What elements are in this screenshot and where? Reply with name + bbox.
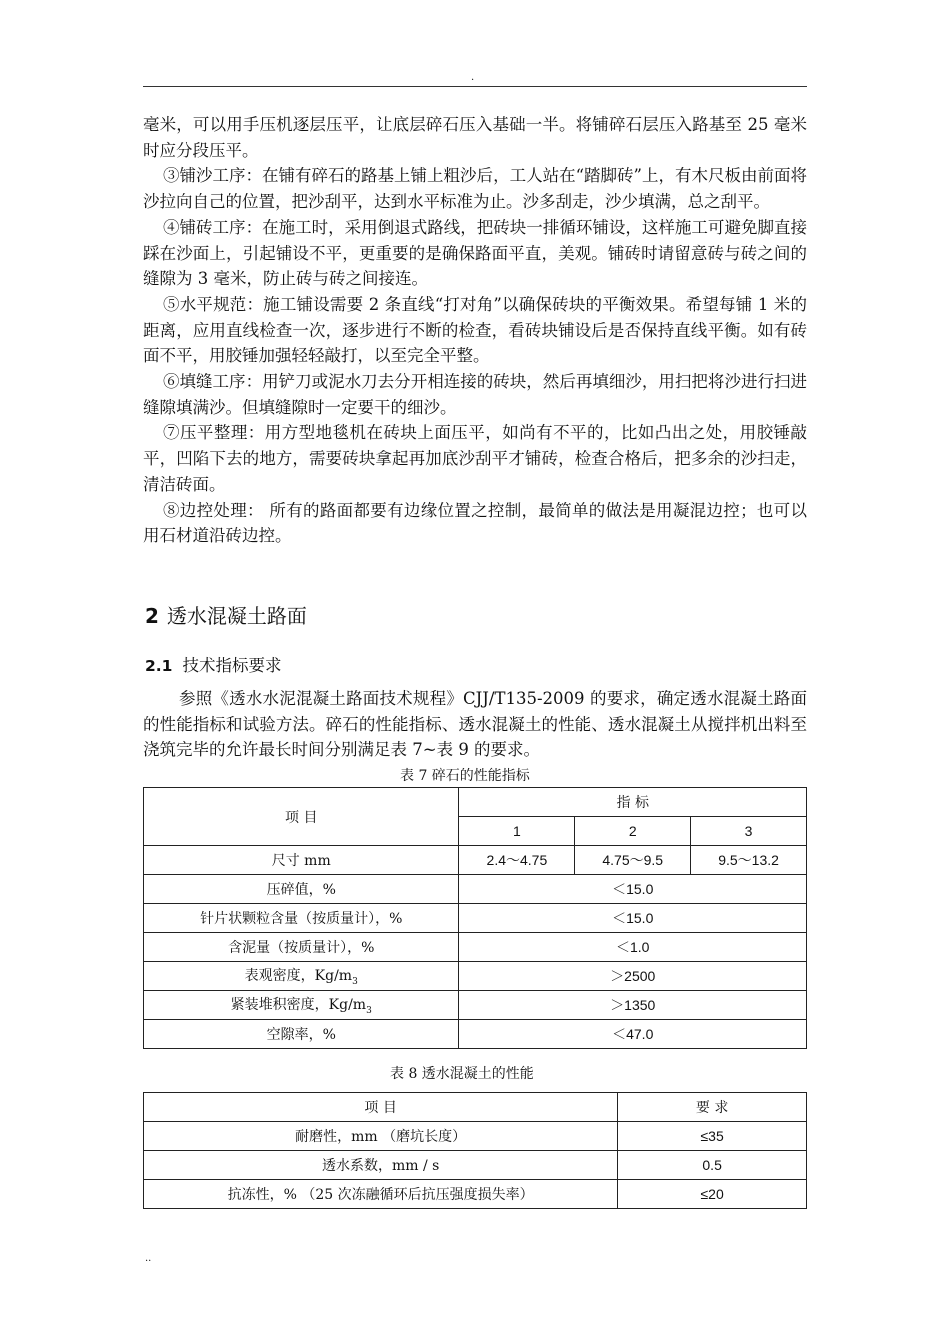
table-row [144, 1020, 807, 1049]
table-cell: 抗冻性，% （25 次冻融循环后抗压强度损失率） [144, 1180, 618, 1209]
subsection-number: 2.1 [145, 657, 173, 675]
table-cell: 1 [459, 817, 575, 846]
subsection-title: 技术指标要求 [182, 656, 282, 675]
table-cell: ＜47.0 [459, 1020, 807, 1049]
table-header-item: 项 目 [144, 1093, 618, 1122]
paragraph: ⑤水平规范：施工铺设需要 2 条直线“打对角”以确保砖块的平衡效果。希望每铺 1 米的距离，应用直线检查一次，逐步进行不断的检查，看砖块铺设后是否保持直线平衡。如有砖面不平，用胶锤加强轻轻敲打，以至完全平整。 [143, 294, 807, 366]
table8 [143, 1092, 807, 1209]
table-cell: 空隙率，% [144, 1020, 459, 1049]
table-row [144, 991, 807, 1020]
table-cell: ＜1.0 [459, 933, 807, 962]
table-header-index: 指 标 [459, 788, 807, 817]
cell-label: 表观密度，Kg/m [244, 968, 353, 985]
table-cell: 2 [575, 817, 691, 846]
table-cell: 尺寸 mm [144, 846, 459, 875]
footer-mark: .. [145, 1253, 152, 1264]
subsection-heading [145, 652, 281, 676]
section-title: 透水混凝土路面 [166, 604, 307, 628]
table-cell: ＜15.0 [459, 875, 807, 904]
table7-caption: 表 7 碎石的性能指标 [400, 768, 530, 784]
paragraph: ⑦压平整理：用方型地毯机在砖块上面压平，如尚有不平的，比如凸出之处，用胶锤敲平，凹陷下去的地方，需要砖块拿起再加底沙刮平才铺砖，检查合格后，把多余的沙扫走，清洁砖面。 [143, 423, 807, 494]
table-row [144, 875, 807, 904]
cell-label: 紧装堆积密度，Kg/m [230, 997, 367, 1014]
table-row [144, 1180, 807, 1209]
table8-caption: 表 8 透水混凝土的性能 [390, 1066, 534, 1082]
table-cell: 压碎值，% [144, 875, 459, 904]
table-header-item: 项 目 [144, 788, 459, 846]
table-row [144, 904, 807, 933]
table-row [144, 846, 807, 875]
table-cell [144, 991, 459, 1020]
table-row [144, 1093, 807, 1122]
paragraph: 毫米，可以用手压机逐层压平，让底层碎石压入基础一半。将铺碎石层压入路基至 25 毫米时应分段压平。 [143, 115, 807, 160]
table-cell: 3 [691, 817, 807, 846]
table-header-req: 要 求 [618, 1093, 807, 1122]
paragraph: ⑧边控处理： 所有的路面都要有边缘位置之控制，最简单的做法是用凝混边控；也可以用石材道沿砖边控。 [143, 500, 807, 546]
table-cell: 透水系数，mm / s [144, 1151, 618, 1180]
cell-subscript: 3 [352, 976, 358, 987]
table-cell: ≤35 [618, 1122, 807, 1151]
table-cell: ＞2500 [459, 962, 807, 991]
paragraph: ④铺砖工序：在施工时，采用倒退式路线，把砖块一排循环铺设，这样施工可避免脚直接踩在沙面上，引起铺设不平，更重要的是确保路面平直，美观。铺砖时请留意砖与砖之间的缝隙为 3 毫米，防止砖与砖之间接连。 [143, 217, 807, 289]
paragraph: ⑥填缝工序：用铲刀或泥水刀去分开相连接的砖块，然后再填细沙，用扫把将沙进行扫进缝隙填满沙。但填缝隙时一定要干的细沙。 [143, 372, 807, 417]
table-row [144, 962, 807, 991]
table-cell: 4.75～9.5 [575, 846, 691, 875]
section-heading [145, 600, 307, 629]
table-row [144, 933, 807, 962]
table-row [144, 1122, 807, 1151]
table-cell: 含泥量（按质量计），% [144, 933, 459, 962]
header-rule [143, 86, 807, 87]
table-row [144, 788, 807, 817]
table7 [143, 787, 807, 1049]
paragraph: 参照《透水水泥混凝土路面技术规程》CJJ/T135-2009 的要求，确定透水混凝土路面的性能指标和试验方法。碎石的性能指标、透水混凝土的性能、透水混凝土从搅拌机出料至浇筑完毕的允许最长时间分别满足表 7~表 9 的要求。 [143, 689, 807, 760]
section-number: 2 [145, 604, 159, 628]
table-cell: 耐磨性，mm （磨坑长度） [144, 1122, 618, 1151]
paragraph: ③铺沙工序：在铺有碎石的路基上铺上粗沙后，工人站在“踏脚砖”上，有木尺板由前面将沙拉向自己的位置，把沙刮平，达到水平标准为止。沙多刮走，沙少填满，总之刮平。 [143, 166, 807, 212]
table-cell: 针片状颗粒含量（按质量计），% [144, 904, 459, 933]
table-row [144, 1151, 807, 1180]
header-mark: . [471, 72, 475, 83]
cell-subscript: 3 [366, 1005, 372, 1016]
intro-text [143, 686, 807, 763]
table-cell: ＞1350 [459, 991, 807, 1020]
table-cell: 0.5 [618, 1151, 807, 1180]
body-text [143, 112, 807, 549]
table-cell: ≤20 [618, 1180, 807, 1209]
table-cell [144, 962, 459, 991]
table-cell: 9.5～13.2 [691, 846, 807, 875]
table-cell: 2.4～4.75 [459, 846, 575, 875]
table-cell: ＜15.0 [459, 904, 807, 933]
